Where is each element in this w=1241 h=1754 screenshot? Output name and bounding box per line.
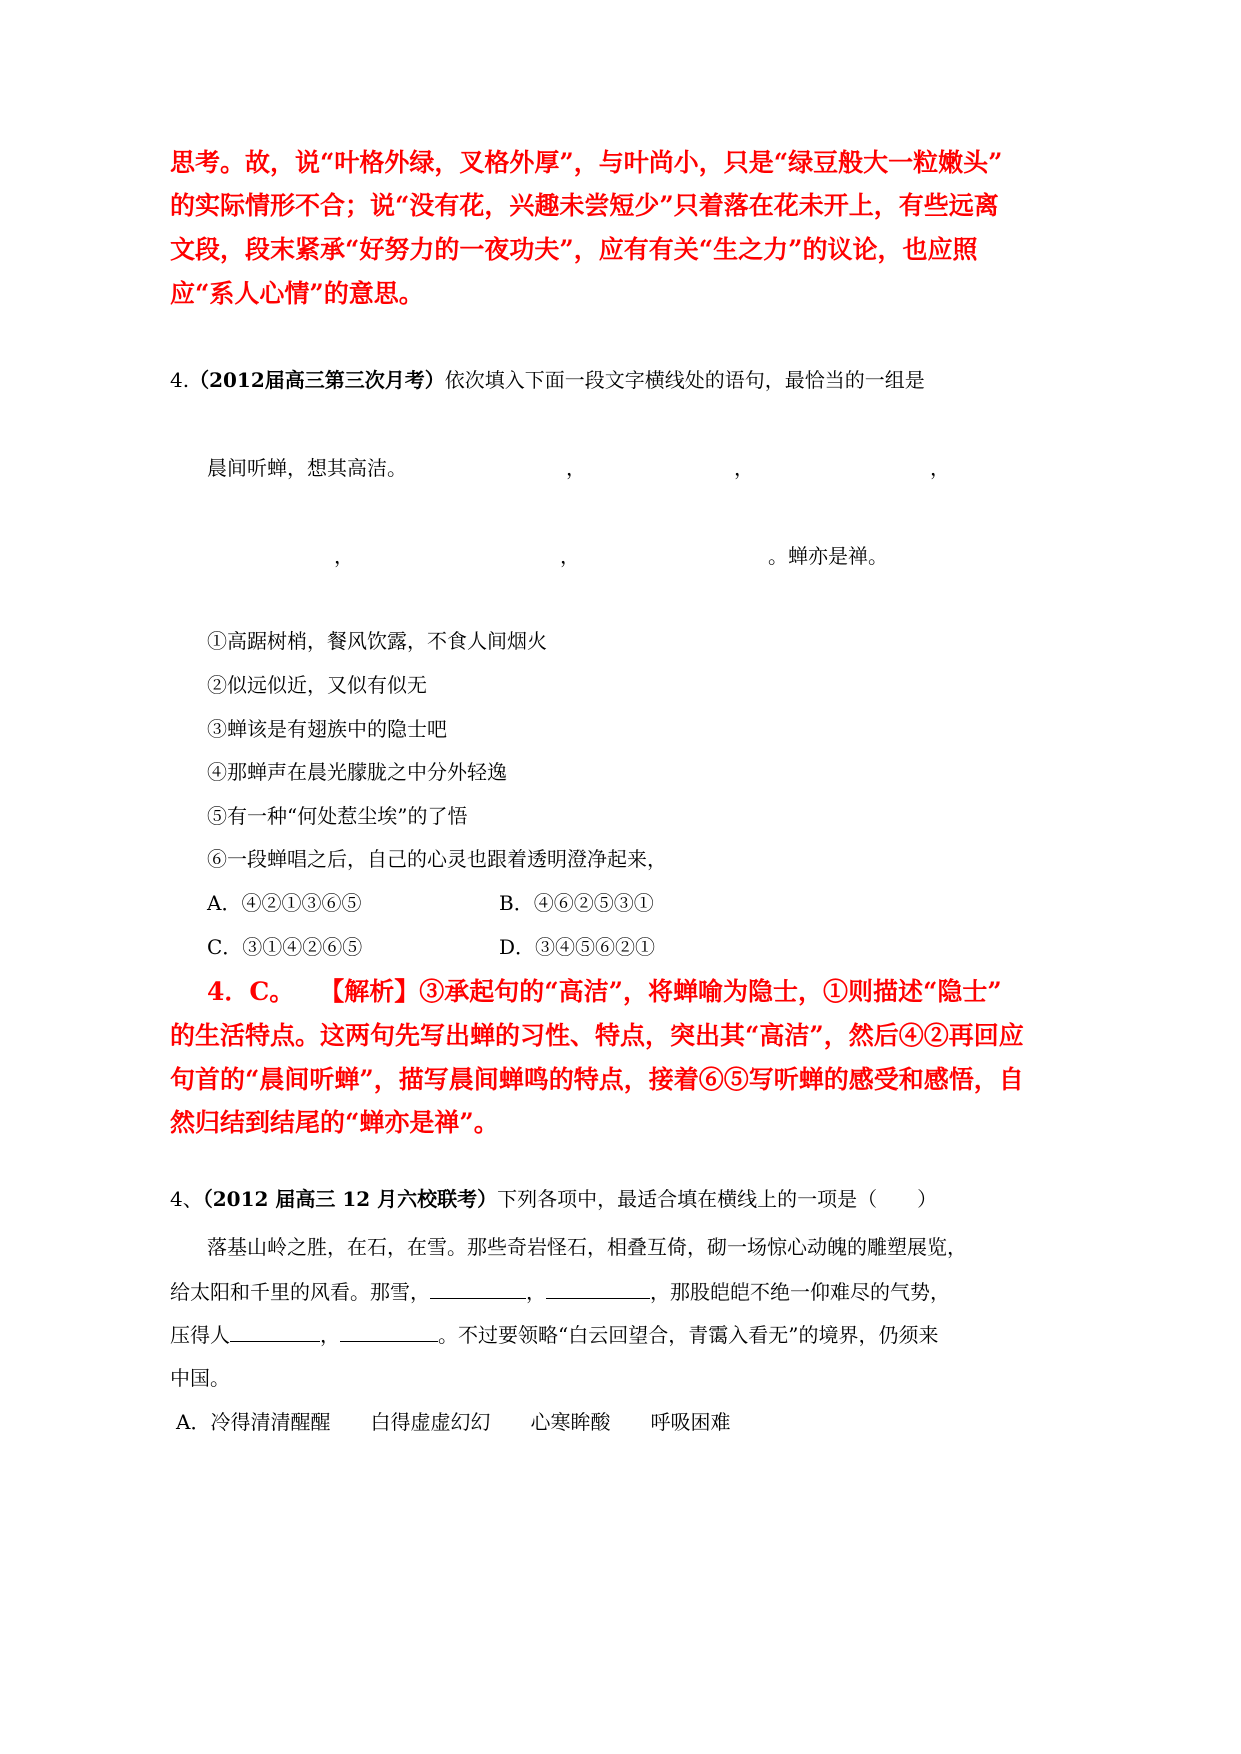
passage-line bbox=[170, 1276, 950, 1305]
passage-text: 。不过要领略“白云回望合，青霭入看无”的境界，仍须来 bbox=[438, 1323, 939, 1347]
list-item: ②似远似近，又似有似无 bbox=[207, 673, 427, 697]
answer-line: 应“系人心情”的意思。 bbox=[170, 279, 424, 308]
passage-line bbox=[170, 1319, 938, 1348]
question-prompt: 下列各项中，最适合填在横线上的一项是（ ） bbox=[497, 1187, 938, 1211]
option-a: A．④②①③⑥⑤ bbox=[207, 891, 362, 915]
list-item: ④那蝉声在晨光朦胧之中分外轻逸 bbox=[207, 760, 507, 784]
passage-line: 落基山岭之胜，在石，在雪。那些奇岩怪石，相叠互倚，砌一场惊心动魄的雕塑展览， bbox=[207, 1235, 967, 1259]
question-source: （2012届高三第三次月考） bbox=[189, 368, 445, 392]
question-number: 4. bbox=[170, 368, 190, 392]
answer-line: 然归结到结尾的“蝉亦是禅”。 bbox=[170, 1108, 499, 1137]
answer-line: 的实际情形不合；说“没有花，兴趣未尝短少”只着落在花未开上，有些远离 bbox=[170, 191, 999, 220]
passage-text: ， bbox=[320, 1323, 340, 1347]
answer-line: 文段，段末紧承“好努力的一夜功夫”，应有有关“生之力”的议论，也应照 bbox=[170, 235, 978, 264]
passage-end: 。蝉亦是禅。 bbox=[768, 544, 888, 568]
passage-text: 压得人 bbox=[170, 1323, 230, 1347]
question-source: （2012 届高三 12 月六校联考） bbox=[202, 1187, 498, 1211]
option-c: C．③①④②⑥⑤ bbox=[207, 935, 363, 959]
passage-start: 晨间听蝉，想其高洁。 bbox=[207, 456, 407, 480]
list-item: ①高踞树梢，餐风饮露，不食人间烟火 bbox=[207, 629, 547, 653]
passage-text: ，那股皑皑不绝一仰难尽的气势， bbox=[650, 1280, 950, 1304]
passage-comma: ， bbox=[734, 456, 754, 480]
blank-line bbox=[430, 1280, 526, 1299]
list-item: ⑥一段蝉唱之后，自己的心灵也跟着透明澄净起来， bbox=[207, 847, 667, 871]
answer-line: 思考。故，说“叶格外绿，叉格外厚”，与叶尚小，只是“绿豆般大一粒嫩头” bbox=[170, 148, 1003, 177]
passage-line: 中国。 bbox=[170, 1366, 230, 1390]
question-header bbox=[170, 364, 925, 393]
question-number: 4、 bbox=[170, 1187, 203, 1211]
list-item: ③蝉该是有翅族中的隐士吧 bbox=[207, 717, 447, 741]
passage-text: ， bbox=[526, 1280, 546, 1304]
blank-line bbox=[340, 1323, 438, 1342]
option-a: A．冷得清清醒醒 白得虚虚幻幻 心寒眸酸 呼吸困难 bbox=[176, 1410, 731, 1434]
answer-line: 的生活特点。这两句先写出蝉的习性、特点，突出其“高洁”，然后④②再回应 bbox=[170, 1021, 1024, 1050]
passage-text: 给太阳和千里的风看。那雪， bbox=[170, 1280, 430, 1304]
passage-comma: ， bbox=[930, 456, 950, 480]
question-header bbox=[170, 1183, 937, 1212]
passage-comma: ， bbox=[560, 544, 580, 568]
blank-line bbox=[230, 1323, 320, 1342]
passage-comma: ， bbox=[334, 544, 354, 568]
option-d: D．③④⑤⑥②① bbox=[499, 935, 656, 959]
blank-line bbox=[546, 1280, 650, 1299]
question-prompt: 依次填入下面一段文字横线处的语句，最恰当的一组是 bbox=[444, 368, 925, 392]
passage-comma: ， bbox=[566, 456, 586, 480]
answer-line: 句首的“晨间听蝉”，描写晨间蝉鸣的特点，接着⑥⑤写听蝉的感受和感悟，自 bbox=[170, 1065, 1024, 1094]
list-item: ⑤有一种“何处惹尘埃”的了悟 bbox=[207, 804, 468, 828]
answer-line: 4．C。 【解析】③承起句的“高洁”，将蝉喻为隐士，①则描述“隐士” bbox=[207, 977, 1002, 1006]
option-b: B．④⑥②⑤③① bbox=[499, 891, 654, 915]
